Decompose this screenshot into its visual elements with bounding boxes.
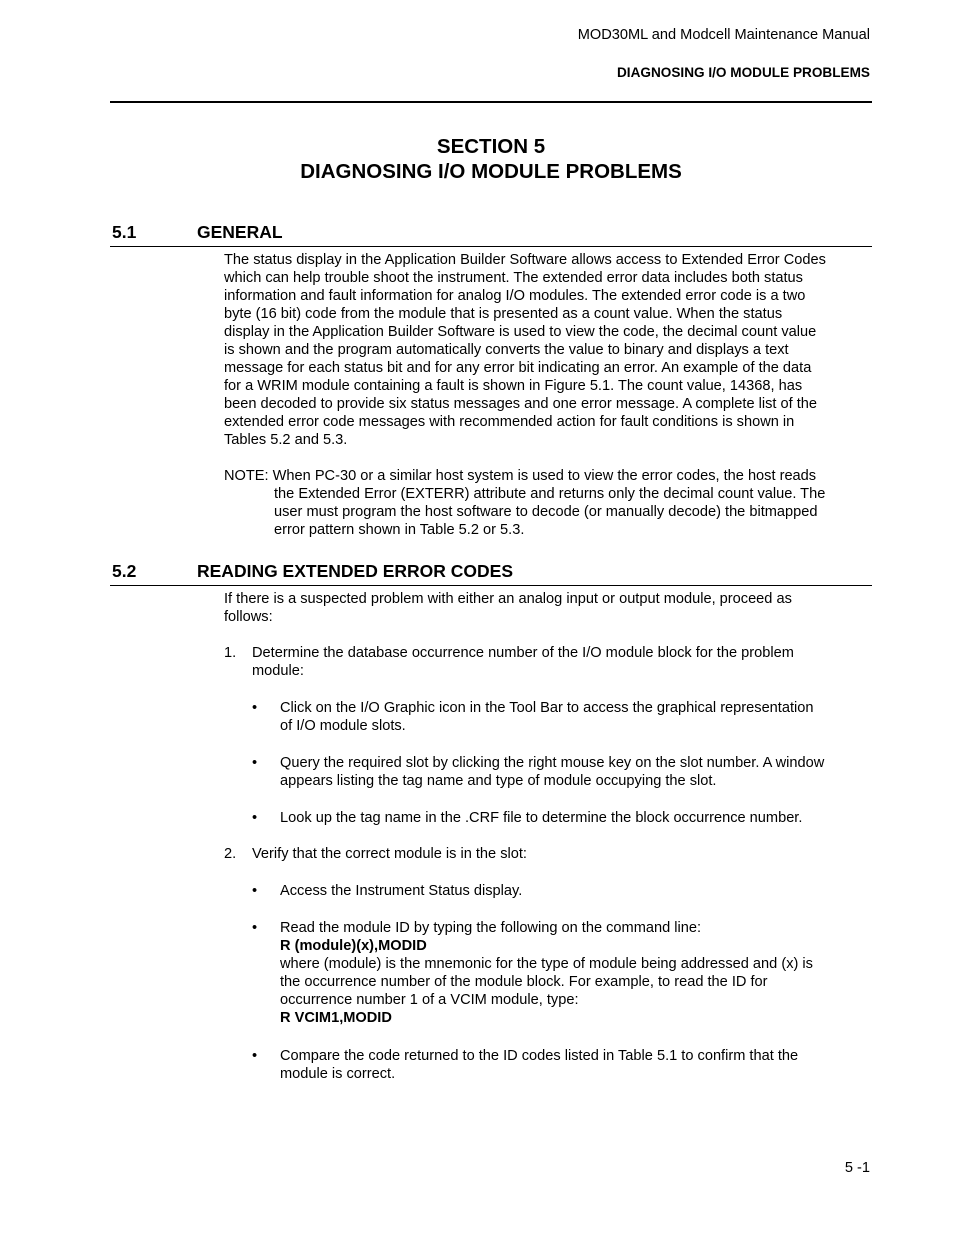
list-item — [252, 699, 872, 735]
subsection-heading-5-1 — [110, 222, 872, 247]
text-line: Read the module ID by typing the following on the command line: — [280, 920, 702, 936]
manual-title: MOD30ML and Modcell Maintenance Manual — [577, 27, 870, 43]
bullet-icon: • — [252, 810, 258, 826]
text-line: information and fault information for analog I/O modules. The extended error code is a two — [224, 288, 806, 304]
command-text: R VCIM1,MODID — [280, 1010, 392, 1026]
step-number: 1. — [224, 645, 237, 661]
text-line: appears listing the tag name and type of module occupying the slot. — [280, 773, 717, 789]
step-1 — [224, 644, 872, 680]
text-line: follows: — [224, 609, 273, 625]
general-paragraph — [224, 251, 872, 449]
note-line: the Extended Error (EXTERR) attribute and returns only the decimal count value. The — [274, 486, 826, 502]
text-line: Look up the tag name in the .CRF file to determine the block occurrence number. — [280, 810, 803, 826]
list-item — [252, 882, 872, 900]
text-line: where (module) is the mnemonic for the type of module being addressed and (x) is — [280, 956, 813, 972]
text-line: Query the required slot by clicking the right mouse key on the slot number. A window — [280, 755, 825, 771]
header-rule — [110, 101, 872, 103]
text-line: message for each status bit and for any error bit indicating an error. An example of the data — [224, 360, 812, 376]
text-line: been decoded to provide six status messages and one error message. A complete list of the — [224, 396, 818, 412]
note-line: NOTE: When PC-30 or a similar host system is used to view the error codes, the host reads — [224, 468, 817, 484]
bullet-icon: • — [252, 883, 258, 899]
page-number: 5 -1 — [844, 1160, 870, 1176]
step-number: 2. — [224, 846, 237, 862]
chapter-header: DIAGNOSING I/O MODULE PROBLEMS — [616, 65, 870, 80]
text-line: byte (16 bit) code from the module that is presented as a count value. When the status — [224, 306, 783, 322]
step-text: Verify that the correct module is in the slot: — [252, 846, 527, 862]
bullet-icon: • — [252, 700, 258, 716]
procedure-intro — [224, 590, 872, 626]
text-line: which can help trouble shoot the instrument. The extended error data includes both status — [224, 270, 803, 286]
note-line: error pattern shown in Table 5.2 or 5.3. — [274, 522, 525, 538]
text-line: module: — [252, 663, 304, 679]
list-item — [252, 1047, 872, 1083]
text-line: display in the Application Builder Software is used to view the code, the decimal count value — [224, 324, 817, 340]
text-line: Tables 5.2 and 5.3. — [224, 432, 348, 448]
text-line: The status display in the Application Builder Software allows access to Extended Error Codes — [224, 252, 826, 268]
text-line: Access the Instrument Status display. — [280, 883, 523, 899]
text-line: occurrence number 1 of a VCIM module, type: — [280, 992, 579, 1008]
text-line: for a WRIM module containing a fault is shown in Figure 5.1. The count value, 14368, has — [224, 378, 803, 394]
subsection-heading-5-2 — [110, 561, 872, 586]
subsection-title: READING EXTENDED ERROR CODES — [197, 561, 514, 581]
text-line: module is correct. — [280, 1066, 396, 1082]
subsection-number: 5.1 — [112, 222, 137, 242]
text-line: If there is a suspected problem with either an analog input or output module, proceed as — [224, 591, 792, 607]
bullet-icon: • — [252, 920, 258, 936]
text-line: Compare the code returned to the ID codes listed in Table 5.1 to confirm that the — [280, 1048, 799, 1064]
section-title — [110, 134, 872, 184]
command-text: R (module)(x),MODID — [280, 938, 427, 954]
step-text — [252, 644, 872, 680]
bullet-icon: • — [252, 755, 258, 771]
text-line: is shown and the program automatically converts the value to binary and displays a text — [224, 342, 789, 358]
subsection-title: GENERAL — [197, 222, 283, 242]
text-line: of I/O module slots. — [280, 718, 406, 734]
bullet-icon: • — [252, 1048, 258, 1064]
list-item — [252, 919, 872, 1027]
text-line: Click on the I/O Graphic icon in the Tool Bar to access the graphical representation — [280, 700, 814, 716]
list-item — [252, 809, 872, 827]
list-item — [252, 754, 872, 790]
text-line: the occurrence number of the module block. For example, to read the ID for — [280, 974, 768, 990]
subsection-number: 5.2 — [112, 561, 137, 581]
text-line: Determine the database occurrence number of the I/O module block for the problem — [252, 645, 794, 661]
note-line: user must program the host software to decode (or manually decode) the bitmapped — [274, 504, 818, 520]
text-line: extended error code messages with recommended action for fault conditions is shown in — [224, 414, 795, 430]
step-2 — [224, 845, 872, 863]
section-number: SECTION 5 — [436, 135, 546, 158]
section-name: DIAGNOSING I/O MODULE PROBLEMS — [300, 160, 682, 183]
note-block — [224, 467, 872, 539]
